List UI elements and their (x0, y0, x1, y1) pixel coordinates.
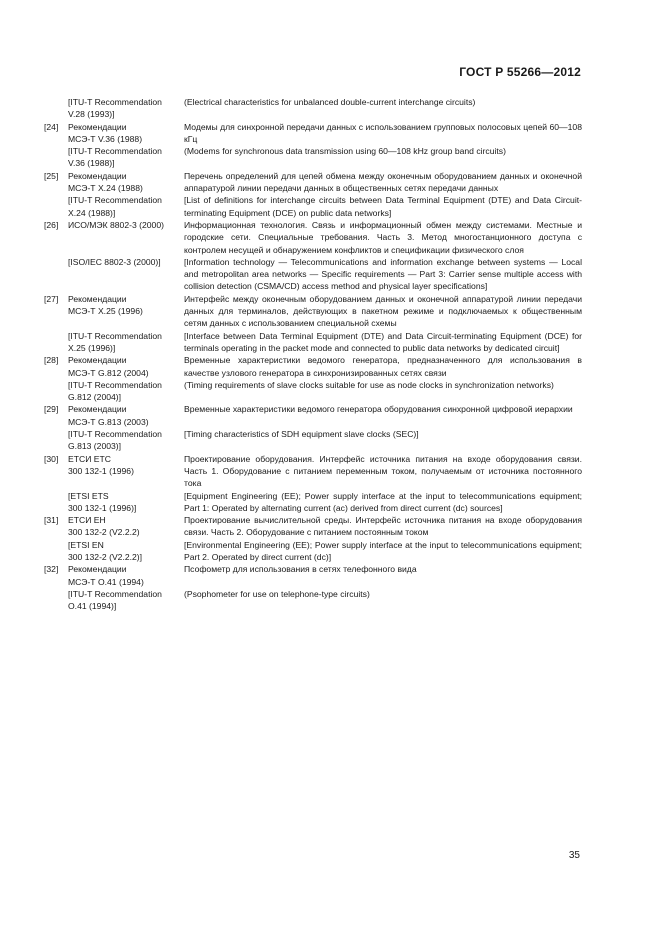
entry-title: Информационная технология. Связь и информационный обмен между системами. Местные и городские сети. Специальные требования. Часть 3. Метод многостанционного доступа с контролем несущей и обнаружением конфликтов и спецификации физического слоя (184, 219, 582, 255)
entry-number (44, 379, 68, 404)
entry-title: [Interface between Data Terminal Equipment (DTE) and Data Circuit-terminating Equipment (DCE) for terminals operating in the packet mode and connected to public data networks by dedicated circuit] (184, 330, 582, 353)
entry-title: Временные характеристики ведомого генератора оборудования синхронной цифровой иерархии (184, 404, 573, 415)
entry-source: Рекомендации МСЭ-Т G.812 (2004) (68, 355, 149, 378)
entry-title: Модемы для синхронной передачи данных с использованием групповых полосовых цепей 60—108 кГц (184, 121, 582, 144)
entry-number: [25] (44, 170, 59, 181)
entry-source: ЕТСИ ЕН 300 132-2 (V2.2.2) (68, 515, 140, 538)
entry-number (44, 194, 68, 219)
bibliography-entry (44, 121, 582, 146)
entry-number (44, 256, 68, 293)
entry-title: Перечень определений для цепей обмена между оконечным оборудованием данных и оконечной аппаратурой линии передачи данных в общественных сетях передачи данных (184, 170, 582, 194)
entry-source: [ETSI EN 300 132-2 (V2.2.2)] (68, 539, 143, 562)
entry-source: ЕТСИ ЕТС 300 132-1 (1996) (68, 453, 134, 476)
entry-source: Рекомендации МСЭ-Т X.24 (1988) (68, 170, 143, 194)
entry-title: [Information technology — Telecommunications and information exchange between systems — Local and metropolitan area networks — Specific requirements — Part 3: Carrier sense multiple access with collision detection (CSMA/CD) access method and physical layer specifications] (184, 256, 582, 292)
entry-title: [Timing characteristics of SDH equipment slave clocks (SEC)] (184, 429, 419, 440)
bibliography-entry (44, 170, 582, 195)
bibliography-entry (44, 428, 582, 453)
entry-source: [ISO/IEC 8802-3 (2000)] (68, 256, 161, 267)
entry-source: [ITU-T Recommendation X.25 (1996)] (68, 330, 162, 353)
entry-source: Рекомендации МСЭ-Т G.813 (2003) (68, 404, 149, 427)
entry-number: [28] (44, 355, 59, 366)
entry-source: ИСО/МЭК 8802-3 (2000) (68, 219, 164, 230)
entry-title: (Psophometer for use on telephone-type circuits) (184, 588, 370, 599)
standard-designation: ГОСТ Р 55266—2012 (459, 65, 581, 79)
entry-title: Интерфейс между оконечным оборудованием данных и оконечной аппаратурой линии передачи данных для терминалов, действующих в пакетном режиме и подключаемых к общественным сетям данных с использованием специальной схемы (184, 293, 582, 329)
entry-number (44, 490, 68, 515)
entry-source: [ETSI ETS 300 132-1 (1996)] (68, 490, 137, 513)
entry-title: (Electrical characteristics for unbalanced double-current interchange circuits) (184, 97, 476, 107)
entry-source: Рекомендации МСЭ-Т V.36 (1988) (68, 121, 143, 144)
bibliography-entry (44, 539, 582, 564)
entry-number: [27] (44, 293, 59, 304)
entry-title: [List of definitions for interchange circuits between Data Terminal Equipment (DTE) and Data Circuit-terminating Equipment (DCE) on public data networks] (184, 195, 582, 218)
entry-number: [30] (44, 453, 59, 464)
entry-title: Временные характеристики ведомого генератора, предназначенного для использования в качестве узлового генератора в синхронизированных сетях связи (184, 355, 582, 378)
bibliography-entry (44, 293, 582, 330)
bibliography-entry (44, 403, 582, 428)
bibliography-entry (44, 219, 582, 256)
entry-number (44, 330, 68, 355)
bibliography-entry (44, 96, 582, 121)
bibliography-entry (44, 588, 582, 613)
bibliography-entry (44, 490, 582, 515)
entry-title: [Environmental Engineering (EE); Power supply interface at the input to telecommunications equipment; Part 2. Operated by direct current (dc)] (184, 539, 582, 562)
entry-number: [24] (44, 121, 59, 132)
entry-source: Рекомендации МСЭ-Т O.41 (1994) (68, 564, 144, 587)
bibliography-entry (44, 354, 582, 379)
entry-source: [ITU-T Recommendation V.28 (1993)] (68, 97, 162, 120)
entry-number (44, 96, 68, 121)
bibliography-entry (44, 330, 582, 355)
bibliography-list (44, 96, 582, 612)
bibliography-entry (44, 563, 582, 588)
entry-number (44, 539, 68, 564)
entry-title: [Equipment Engineering (EE); Power supply interface at the input to telecommunications equipment; Part 1: Operated by alternating current (ac) derived from direct current (dc) sources] (184, 490, 582, 513)
entry-source: [ITU-T Recommendation V.36 (1988)] (68, 146, 162, 169)
entry-source: [ITU-T Recommendation G.813 (2003)] (68, 429, 162, 452)
entry-title: (Modems for synchronous data transmission using 60—108 kHz group band circuits) (184, 146, 506, 157)
entry-number (44, 588, 68, 613)
entry-number: [32] (44, 564, 59, 575)
entry-title: Проектирование вычислительной среды. Интерфейс источника питания на входе оборудования связи. Часть 2. Оборудование с питанием постоянным током (184, 515, 582, 538)
entry-source: [ITU-T Recommendation O.41 (1994)] (68, 588, 162, 612)
bibliography-entry (44, 379, 582, 404)
page-number: 35 (568, 850, 580, 861)
entry-title: Проектирование оборудования. Интерфейс источника питания на входе оборудования связи. Часть 1. Оборудование с питанием переменным током, получаемым от источника постоянного тока (184, 453, 582, 489)
entry-title: Псофометр для использования в сетях телефонного вида (184, 564, 417, 575)
entry-source: [ITU-T Recommendation X.24 (1988)] (68, 195, 162, 218)
entry-source: Рекомендации МСЭ-Т X.25 (1996) (68, 293, 143, 317)
entry-number: [29] (44, 404, 59, 415)
entry-source: [ITU-T Recommendation G.812 (2004)] (68, 379, 162, 403)
entry-number (44, 428, 68, 453)
entry-number: [26] (44, 219, 59, 230)
bibliography-entry (44, 194, 582, 219)
bibliography-entry (44, 514, 582, 539)
bibliography-entry (44, 256, 582, 293)
entry-number: [31] (44, 515, 59, 526)
bibliography-entry (44, 145, 582, 170)
entry-number (44, 145, 68, 170)
entry-title: (Timing requirements of slave clocks suitable for use as node clocks in synchronization networks) (184, 379, 554, 390)
bibliography-entry (44, 453, 582, 490)
